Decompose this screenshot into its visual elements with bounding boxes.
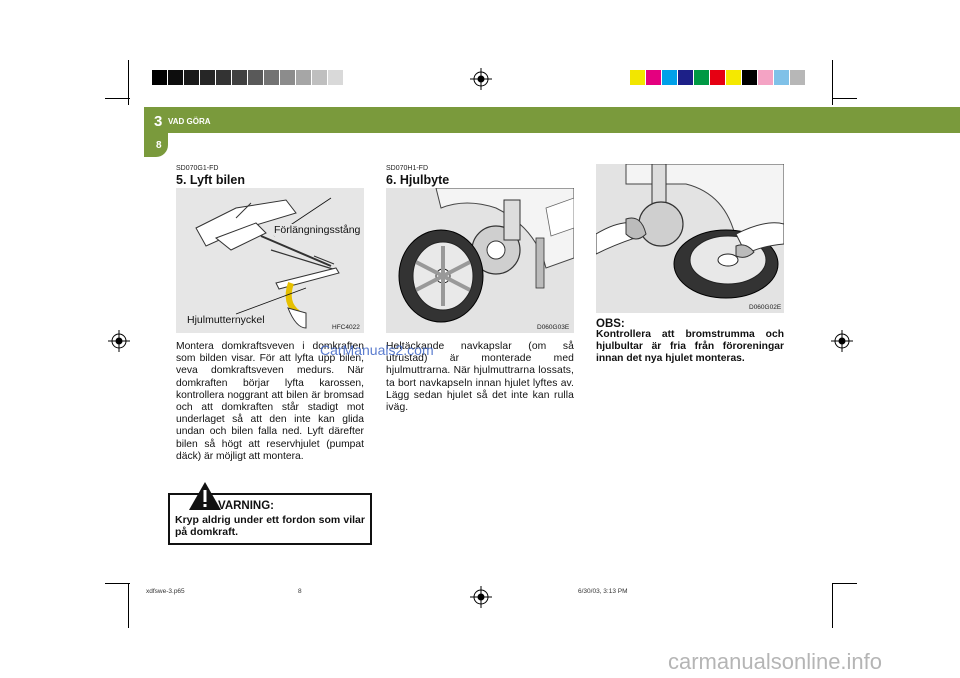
gray-swatch [200, 70, 215, 85]
footer-timestamp: 6/30/03, 3:13 PM [578, 588, 628, 595]
gray-swatch [248, 70, 263, 85]
warning-text: Kryp aldrig under ett fordon som vilar på domkraft. [175, 514, 365, 539]
section-heading: 5. Lyft bilen [176, 173, 245, 187]
wheel-removal-illustration [386, 188, 574, 333]
gray-swatch [168, 70, 183, 85]
section-code: SD070H1-FD [386, 165, 429, 172]
gray-swatch [280, 70, 295, 85]
section-code: SD070G1-FD [176, 165, 219, 172]
gray-swatch [232, 70, 247, 85]
chapter-number: 3 [154, 113, 163, 130]
figure-code: D060G02E [749, 304, 782, 311]
crop-mark [832, 583, 857, 584]
color-swatch [678, 70, 693, 85]
watermark-center: CarManuals2.com [320, 342, 434, 358]
gray-swatch [216, 70, 231, 85]
color-swatch [694, 70, 709, 85]
note-text: Kontrollera att bromstrumma och hjulbultar är fria från föroreningar innan det nya hjulet monteras. [596, 329, 784, 365]
wheel-drawing [386, 188, 574, 333]
color-swatch [662, 70, 677, 85]
color-swatch [774, 70, 789, 85]
color-swatch [742, 70, 757, 85]
chapter-title: VAD GÖRA [168, 117, 211, 126]
color-swatch [790, 70, 805, 85]
color-swatch [646, 70, 661, 85]
warning-box [168, 493, 372, 545]
extension-label: Förlängningsstång [274, 224, 361, 236]
crop-mark [832, 98, 857, 99]
figure-code: HFC4022 [332, 324, 360, 331]
section-heading: 6. Hjulbyte [386, 173, 450, 187]
crop-mark [105, 583, 130, 584]
watermark-bottom: carmanualsonline.info [668, 649, 883, 674]
color-swatch [758, 70, 773, 85]
gray-swatch [152, 70, 167, 85]
gray-swatch [328, 70, 343, 85]
note-title: OBS: [596, 318, 625, 330]
color-swatch [630, 70, 645, 85]
color-swatch [726, 70, 741, 85]
body-text: Montera domkraftsveven i domkraften som bilden visar. För att lyfta upp bilen, veva domkraftsveven medurs. När domkraften börjar lyfta karossen, kontrollera noggrant att bilen är bromsad och att domkraften står stadigt mot underlaget så att den inte kan glida undan och bilen falla ned. Lyft därefter bilen så högt att reservhjulet (pumpat däck) är möjligt att montera. [176, 341, 364, 462]
gray-swatch [312, 70, 327, 85]
cleaning-drawing [596, 164, 784, 313]
crop-mark [105, 98, 130, 99]
page-number: 8 [156, 140, 162, 151]
jack-illustration [176, 188, 364, 333]
gray-swatch [184, 70, 199, 85]
footer-page: 8 [298, 588, 302, 595]
crop-mark [128, 583, 129, 628]
registration-target-icon [831, 330, 853, 352]
registration-target-icon [108, 330, 130, 352]
crop-mark [832, 583, 833, 628]
jack-drawing [176, 188, 364, 333]
registration-target-icon [470, 586, 492, 608]
footer-file: xdfswe-3.p65 [146, 588, 185, 595]
body-text: Heltäckande navkapslar (om så utrustad) är monterade med hjulmuttrarna. När hjulmuttrarna lossats, ta bort navkapseln innan hjulet lyftes av. Lägg sedan hjulet så det inte kan rulla iväg. [386, 341, 574, 414]
registration-target-icon [470, 68, 492, 90]
brake-drum-illustration [596, 164, 784, 313]
chapter-header-band [144, 107, 960, 133]
color-swatch [710, 70, 725, 85]
gray-swatch [296, 70, 311, 85]
warning-title: VARNING: [218, 500, 275, 512]
wrench-label: Hjulmutternyckel [187, 314, 265, 326]
warning-icon [188, 481, 222, 511]
gray-swatch [264, 70, 279, 85]
figure-code: D060G03E [537, 324, 570, 331]
